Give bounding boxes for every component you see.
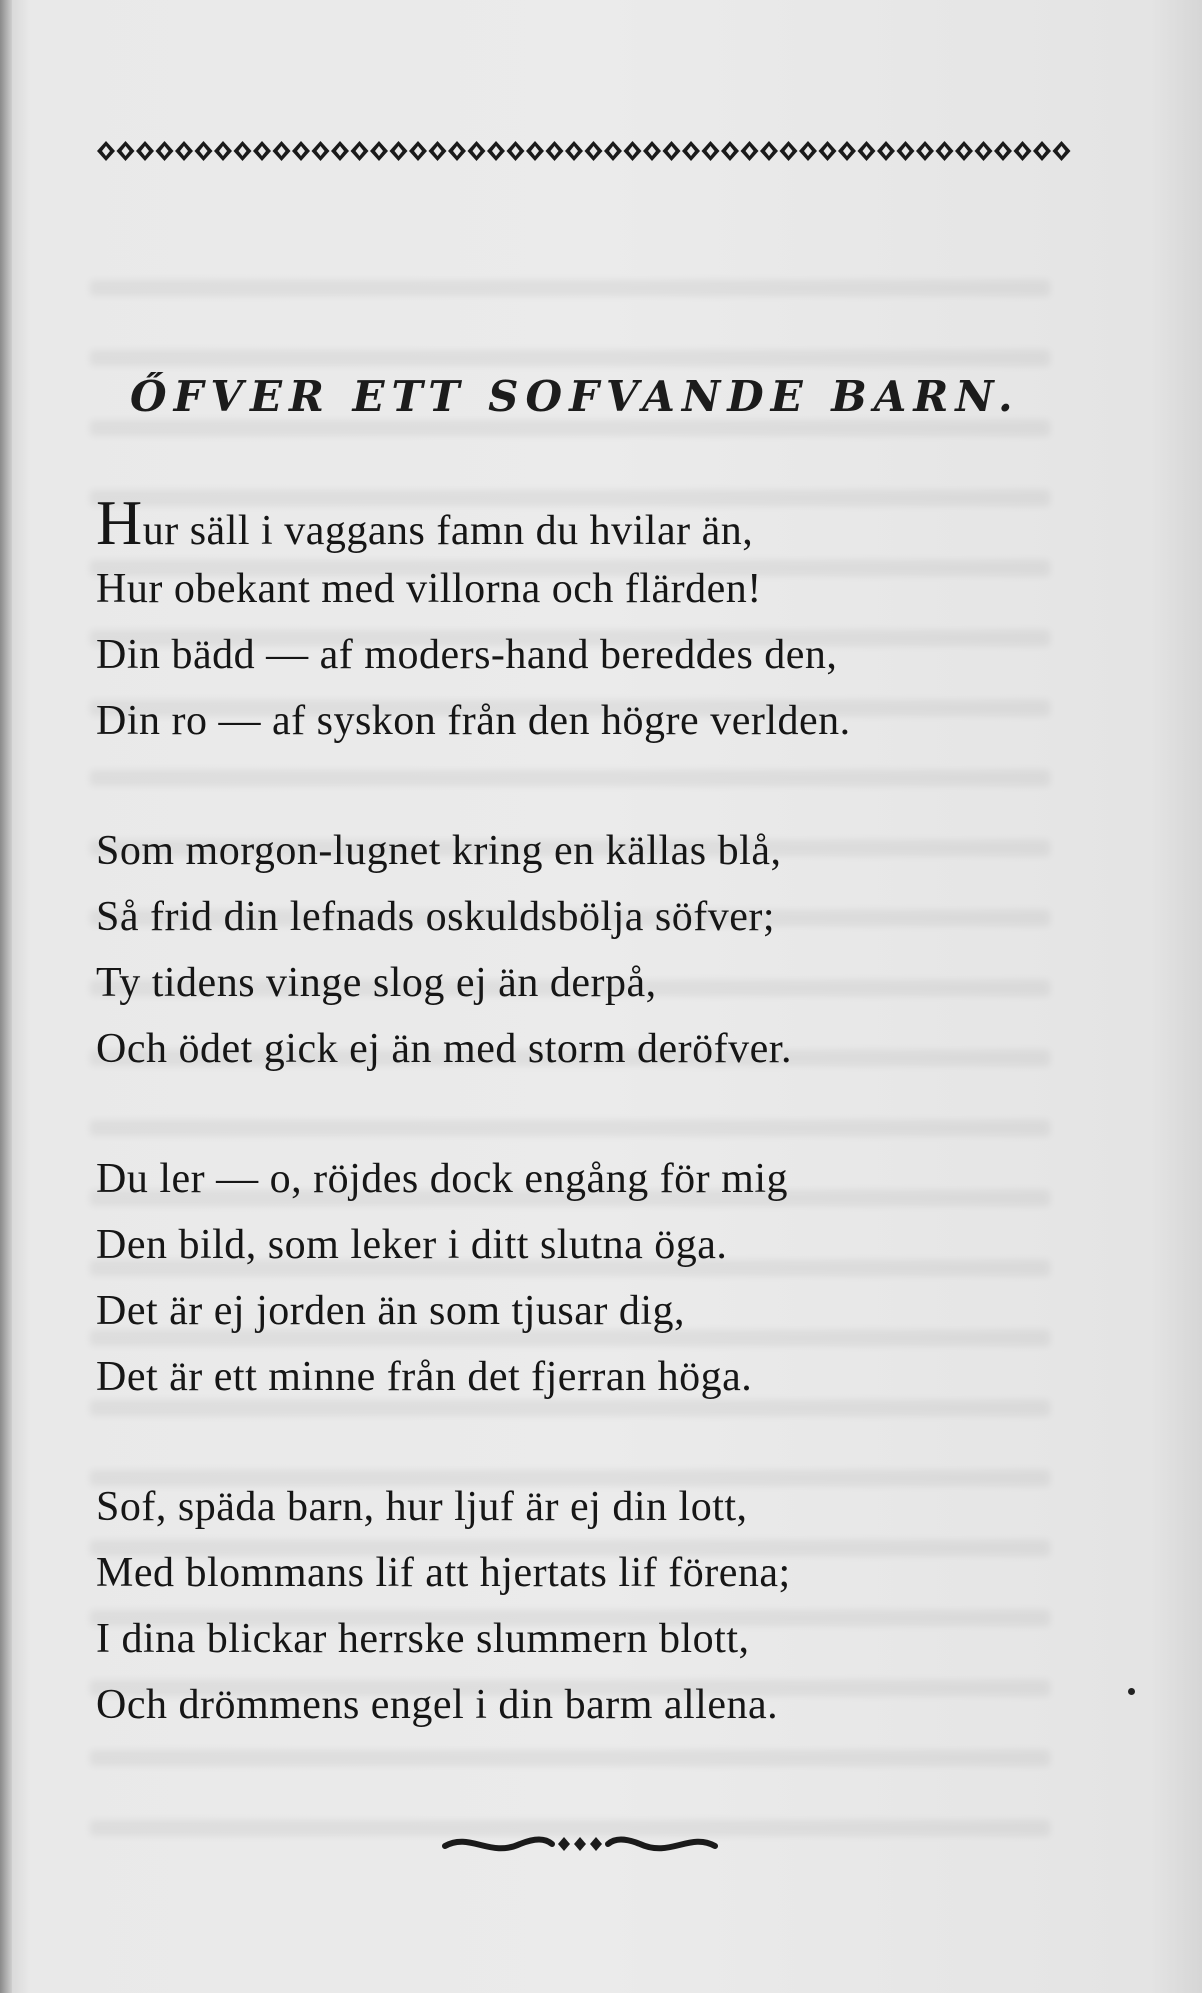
poem-line: Hur obekant med villorna och flärden!: [96, 566, 762, 612]
stanza-2: [96, 818, 1096, 1082]
poem-line: Sof, späda barn, hur ljuf är ej din lott,: [96, 1484, 748, 1530]
diamond-ornament-rule: [96, 138, 1072, 164]
poem-line: Och drömmens engel i din barm allena.: [96, 1682, 779, 1728]
poem-line: Din bädd — af moders-hand bereddes den,: [96, 632, 838, 678]
ink-speck: [1128, 1688, 1135, 1695]
poem-line: Ty tidens vinge slog ej än derpå,: [96, 960, 657, 1006]
page-spine: [0, 0, 12, 1993]
poem-line: Det är ett minne från det fjerran höga.: [96, 1354, 753, 1400]
poem-line: Och ödet gick ej än med storm deröfver.: [96, 1026, 792, 1072]
poem-line: Hur säll i vaggans famn du hvilar än,: [96, 487, 754, 558]
stanza-1: [96, 487, 1096, 754]
poem-line: Den bild, som leker i ditt slutna öga.: [96, 1222, 728, 1268]
stanza-3: [96, 1146, 1096, 1410]
poem-line: Så frid din lefnads oskuldsbölja söfver;: [96, 894, 776, 940]
poem-line: Som morgon-lugnet kring en källas blå,: [96, 828, 782, 874]
poem-line: I dina blickar herrske slummern blott,: [96, 1616, 750, 1662]
tailpiece-ornament: [440, 1824, 720, 1864]
stanza-4: [96, 1474, 1096, 1738]
poem-title: ŐFVER ETT SOFVANDE BARN.: [130, 372, 1020, 421]
poem-line: Din ro — af syskon från den högre verlden.: [96, 698, 851, 744]
poem-line: Det är ej jorden än som tjusar dig,: [96, 1288, 686, 1334]
drop-cap: H: [96, 487, 143, 558]
poem-line: Med blommans lif att hjertats lif förena;: [96, 1550, 791, 1596]
poem-body: [96, 487, 1096, 1802]
poem-line: Du ler — o, röjdes dock engång för mig: [96, 1156, 789, 1202]
